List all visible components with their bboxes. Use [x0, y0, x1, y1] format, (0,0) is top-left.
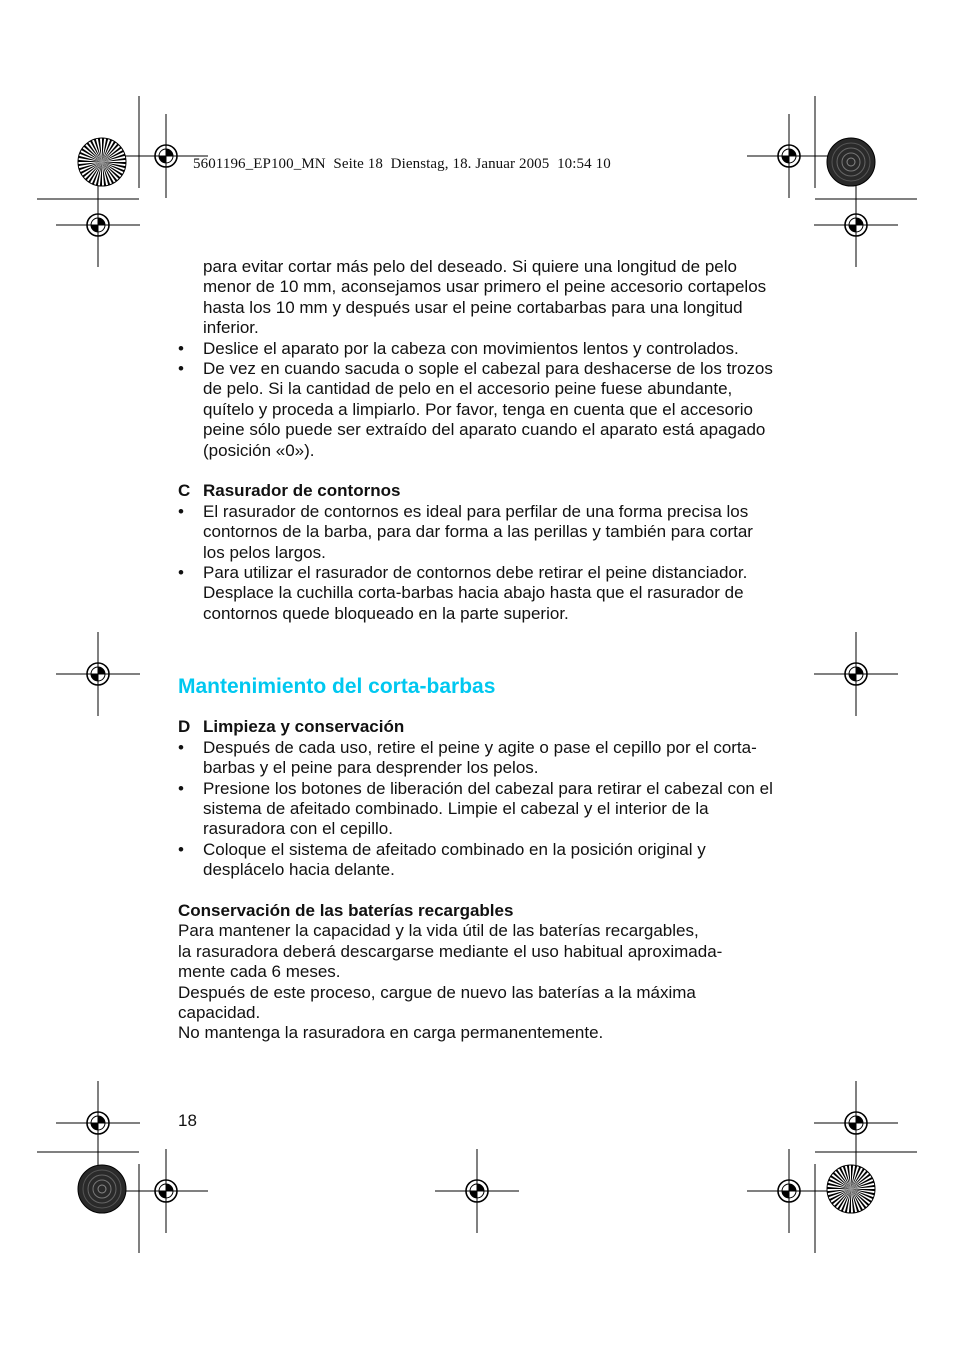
text-line: mente cada 6 meses. [178, 962, 341, 982]
page-number: 18 [178, 1111, 197, 1130]
section-title: Rasurador de contornos [203, 481, 401, 501]
registration-mark-icon [56, 632, 140, 716]
list-item: • Coloque el sistema de afeitado combinado en la posición original y desplácelo hacia delante. [178, 840, 778, 881]
list-item: • Presione los botones de liberación del cabezal para retirar el cabezal con el sistema de afeitado combinado. Limpie el cabezal y el interior de la rasuradora con el cepillo. [178, 779, 778, 840]
registration-mark-icon [56, 183, 140, 267]
section-c-heading [178, 481, 778, 501]
section-heading: Mantenimiento del corta-barbas [178, 675, 496, 699]
main-content [178, 257, 778, 1044]
registration-mark-icon [747, 114, 831, 198]
registration-mark-icon [747, 1149, 831, 1233]
list-item: • El rasurador de contornos es ideal para perfilar de una forma precisa los contornos de la barba, para dar forma a las perillas y también para cortar los pelos largos. [178, 502, 778, 563]
text-line: Para mantener la capacidad y la vida útil de las baterías recargables, [178, 921, 699, 941]
text-line: No mantenga la rasuradora en carga permanentemente. [178, 1023, 604, 1043]
section-d-heading [178, 717, 778, 737]
text-line: Después de este proceso, cargue de nuevo las baterías a la máxima [178, 982, 696, 1002]
text-line: capacidad. [178, 1002, 261, 1022]
density-disc-icon [78, 1165, 126, 1213]
list-item: • Para utilizar el rasurador de contornos debe retirar el peine distanciador. Desplace la cuchilla corta-barbas hacia abajo hasta que el rasurador de contornos quede bloqueado en la parte superior. [178, 563, 778, 624]
section-letter: D [178, 717, 191, 737]
list-item: • De vez en cuando sacuda o sople el cabezal para deshacerse de los trozos de pelo. Si la cantidad de pelo en el accesorio peine fuese abundante, quítelo y proceda a limpiarlo. Por favor, tenga en cuenta que el accesorio peine sólo puede ser extraído del aparato cuando el aparato está apagado (posición «0»). [178, 359, 778, 461]
batteries-heading: Conservación de las baterías recargables [178, 900, 514, 920]
registration-mark-icon [124, 1149, 208, 1233]
usage-list [178, 339, 778, 461]
section-letter: C [178, 481, 191, 501]
list-item: • Deslice el aparato por la cabeza con movimientos lentos y controlados. [178, 339, 778, 359]
registration-mark-icon [435, 1149, 519, 1233]
section-c-list [178, 502, 778, 624]
section-title: Limpieza y conservación [203, 717, 405, 737]
list-item: • Después de cada uso, retire el peine y agite o pase el cepillo por el corta-barbas y el peine para desprender los pelos. [178, 738, 778, 779]
registration-mark-icon [814, 183, 898, 267]
density-disc-icon [827, 138, 875, 186]
text-line: la rasuradora deberá descargarse mediante el uso habitual aproximada- [178, 941, 723, 961]
sunburst-target-icon [827, 1165, 875, 1213]
sunburst-target-icon [78, 138, 126, 186]
print-slug: 5601196_EP100_MN Seite 18 Dienstag, 18. Januar 2005 10:54 10 [193, 156, 611, 172]
section-d-list [178, 738, 778, 881]
batteries-paragraph [178, 921, 778, 1043]
continuation-paragraph: para evitar cortar más pelo del deseado. Si quiere una longitud de pelo menor de 10 mm, aconsejamos usar primero el peine accesorio cortapelos hasta los 10 mm y después usar el peine cortabarbas para una longitud inferior. [203, 257, 767, 338]
registration-mark-icon [814, 632, 898, 716]
